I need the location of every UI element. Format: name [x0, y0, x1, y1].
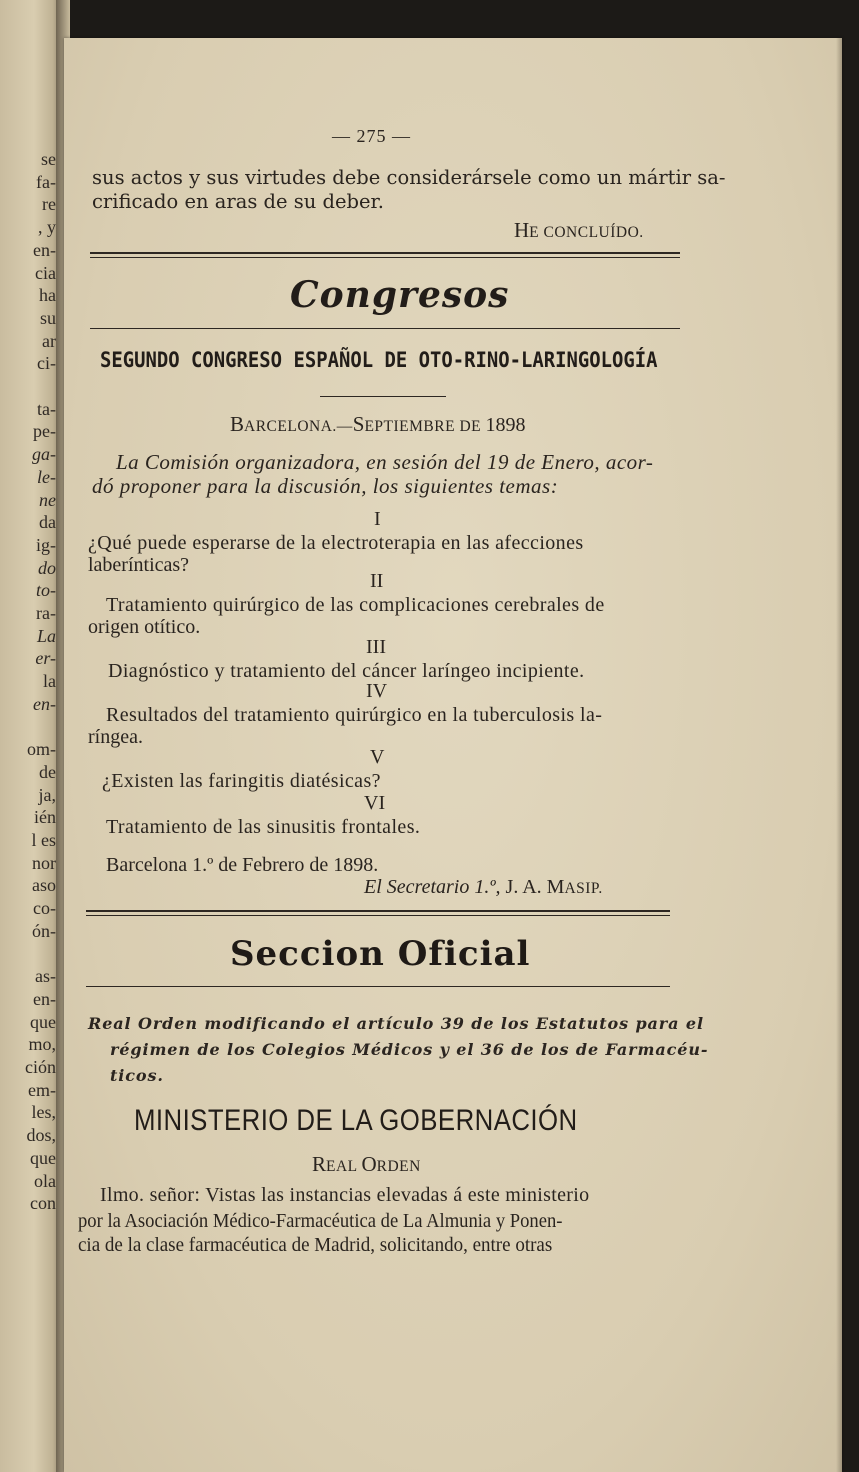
- adjacent-page-fragment: ne: [39, 489, 56, 510]
- adjacent-page-fragment: as-: [35, 966, 56, 987]
- adjacent-page-fragment: , y: [38, 217, 56, 238]
- adjacent-page-fragment: em-: [28, 1079, 56, 1100]
- intro-line-1: sus actos y sus virtudes debe considerársele como un mártir sa-: [92, 166, 726, 189]
- adjacent-page-fragment: que: [30, 1011, 56, 1032]
- congress-title: SEGUNDO CONGRESO ESPAÑOL DE OTO-RINO-LARINGOLOGÍA: [100, 348, 658, 372]
- theme-text: Tratamiento quirúrgico de las complicaciones cerebrales de: [106, 594, 605, 616]
- adjacent-page-fragment: que: [30, 1147, 56, 1168]
- adjacent-page-fragment: La: [36, 625, 56, 646]
- adjacent-page-fragment: ién: [34, 807, 56, 828]
- adjacent-page-fragment: cia: [35, 262, 56, 283]
- adjacent-page-fragment: le-: [37, 466, 56, 487]
- adjacent-page-fragment: to-: [36, 580, 56, 601]
- adjacent-page-fragment: ra-: [36, 603, 56, 623]
- theme-numeral: III: [366, 636, 386, 658]
- theme-text: ¿Qué puede esperarse de la electroterapia en las afecciones: [88, 532, 584, 554]
- adjacent-page-fragment: mo,: [28, 1034, 56, 1055]
- date-line: Barcelona 1.º de Febrero de 1898.: [106, 854, 379, 876]
- adjacent-page-fragment: ola: [34, 1170, 56, 1191]
- theme-text-continued: laberínticas?: [88, 554, 190, 576]
- adjacent-page-fragment: ha: [39, 285, 56, 306]
- place-date: BARCELONA.—SEPTIEMBRE DE 1898: [230, 412, 526, 436]
- adjacent-page-fragment: om-: [27, 739, 56, 760]
- adjacent-page-fragment: en-: [33, 239, 56, 260]
- theme-numeral: I: [374, 508, 381, 530]
- adjacent-page-fragment: co-: [33, 898, 56, 919]
- adjacent-page-fragment: de: [39, 761, 56, 782]
- adjacent-page-edge: [0, 0, 62, 1472]
- theme-text: ¿Existen las faringitis diatésicas?: [102, 770, 381, 792]
- adjacent-page-fragment: ja,: [38, 784, 56, 805]
- adjacent-page-fragment: re: [42, 194, 56, 215]
- short-rule: [320, 396, 446, 397]
- intro-line-2: crificado en aras de su deber.: [92, 190, 384, 213]
- adjacent-page-fragment: dos,: [26, 1125, 56, 1146]
- adjacent-page-fragment: ón-: [32, 920, 56, 941]
- theme-numeral: V: [370, 746, 385, 768]
- commission-line-2: dó proponer para la discusión, los siguientes temas:: [92, 474, 559, 498]
- body-line-1: Ilmo. señor: Vistas las instancias elevadas á este ministerio: [100, 1184, 590, 1206]
- theme-text: Tratamiento de las sinusitis frontales.: [106, 816, 421, 838]
- adjacent-page-fragment: ar: [42, 330, 56, 351]
- adjacent-page-fragment: pe-: [33, 421, 56, 442]
- adjacent-page-fragment: do: [38, 557, 56, 578]
- adjacent-page-fragment: les,: [31, 1102, 56, 1123]
- summary-line-1: Real Orden modificando el artículo 39 de los Estatutos para el: [88, 1014, 704, 1033]
- body-line-2: por la Asociación Médico-Farmacéutica de La Almunia y Ponen-: [78, 1210, 563, 1232]
- adjacent-page-fragment: con: [30, 1193, 56, 1214]
- adjacent-page-fragment: ta-: [37, 398, 56, 419]
- theme-text-continued: ríngea.: [88, 726, 143, 748]
- adjacent-page-fragment: nor: [32, 852, 56, 873]
- adjacent-page-fragment: ci-: [37, 353, 56, 374]
- closing-phrase: HE CONCLUÍDO.: [514, 218, 644, 242]
- divider-2: [86, 986, 670, 987]
- summary-line-3: ticos.: [110, 1066, 164, 1085]
- adjacent-page-fragment: ción: [25, 1057, 56, 1077]
- theme-numeral: IV: [366, 680, 388, 702]
- page-number: — 275 —: [332, 126, 411, 146]
- adjacent-page-fragment: aso: [32, 875, 56, 896]
- section-heading-congresos: Congresos: [290, 274, 510, 316]
- adjacent-page-fragment: se: [41, 149, 56, 169]
- adjacent-page-fragment: su: [39, 307, 56, 328]
- adjacent-page-fragment: er-: [35, 648, 56, 669]
- theme-text-continued: origen otítico.: [88, 616, 201, 638]
- signature: El Secretario 1.º, J. A. MASIP.: [364, 876, 603, 898]
- adjacent-page-fragment: ig-: [36, 534, 56, 555]
- divider: [90, 328, 680, 329]
- adjacent-page-fragment: la: [43, 671, 56, 692]
- double-rule: [90, 252, 680, 254]
- section-heading-seccion-oficial: Seccion Oficial: [230, 934, 531, 974]
- double-rule-2: [86, 910, 670, 912]
- theme-text: Resultados del tratamiento quirúrgico en la tuberculosis la-: [106, 704, 603, 726]
- adjacent-page-fragment: l es: [31, 830, 56, 850]
- adjacent-page-fragment: ga-: [32, 444, 56, 465]
- document-page: [64, 38, 842, 1472]
- body-line-3: cia de la clase farmacéutica de Madrid, solicitando, entre otras: [78, 1234, 553, 1256]
- theme-numeral: II: [370, 570, 384, 592]
- adjacent-page-fragment: en-: [33, 988, 56, 1009]
- adjacent-page-fragment: en-: [33, 693, 56, 714]
- ministry-title: MINISTERIO DE LA GOBERNACIÓN: [134, 1104, 578, 1137]
- summary-line-2: régimen de los Colegios Médicos y el 36 de los de Farmacéu-: [110, 1040, 709, 1059]
- theme-numeral: VI: [364, 792, 386, 814]
- commission-line-1: La Comisión organizadora, en sesión del 19 de Enero, acor-: [116, 450, 654, 474]
- adjacent-page-fragment: fa-: [36, 171, 56, 192]
- adjacent-page-fragment: da: [39, 512, 56, 533]
- real-orden: REAL ORDEN: [312, 1152, 421, 1176]
- theme-text: Diagnóstico y tratamiento del cáncer laríngeo incipiente.: [108, 660, 585, 682]
